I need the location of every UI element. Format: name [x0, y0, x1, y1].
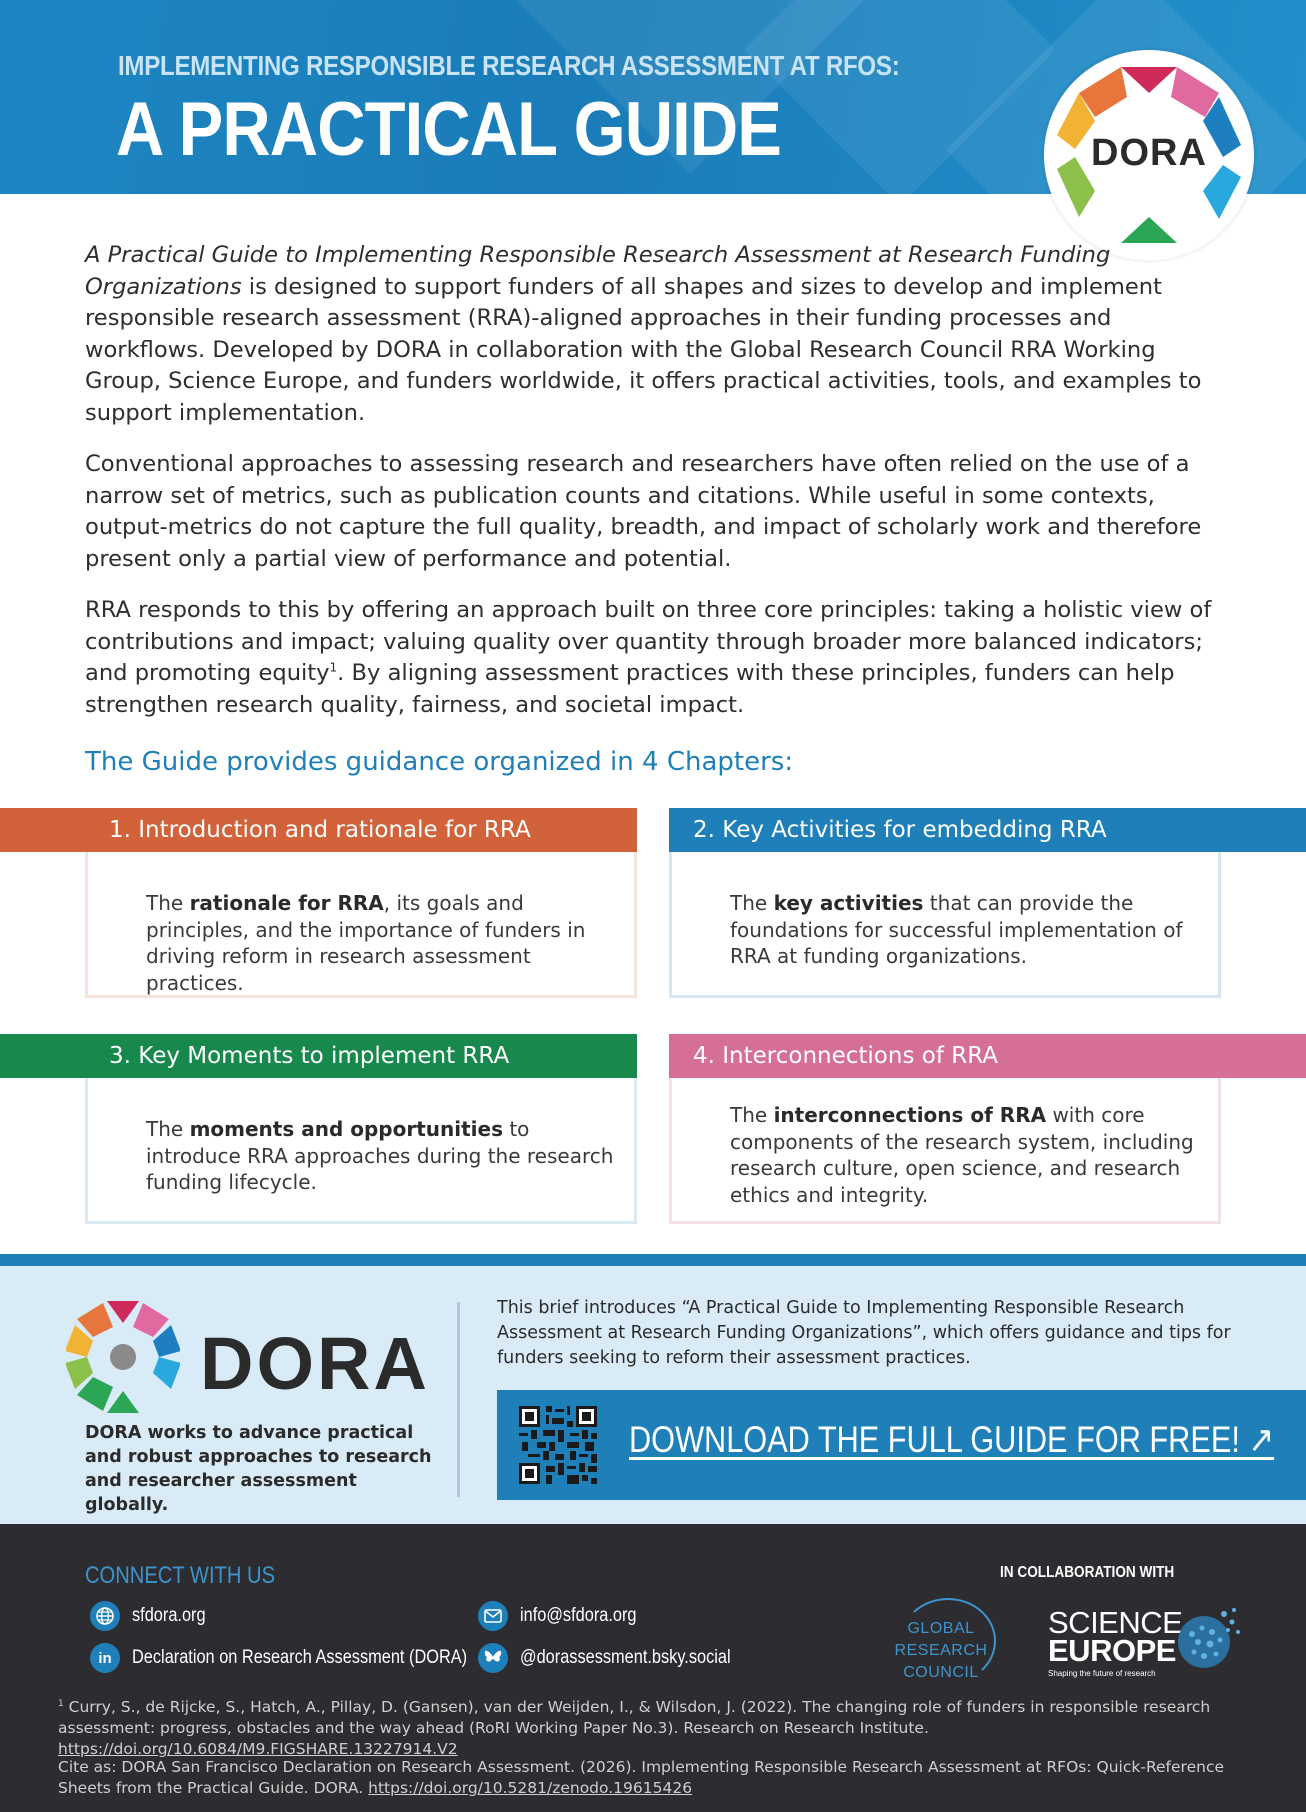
intro-paragraph-2: Conventional approaches to assessing research and researchers have often relied on the use of a narrow set of metrics, such as publication counts and citations. While useful in some contexts, output-metrics do not capture the full quality, breadth, and impact of scholarly work and therefore present only a partial view of performance and potential.: [85, 451, 1202, 572]
guide-title-italic: A Practical Guide to Implementing Responsible Research Assessment at Research Funding Organizations: [85, 242, 1111, 300]
citation: [58, 1757, 1268, 1799]
contact-linkedin[interactable]: [90, 1643, 522, 1673]
desc-bold: rationale for RRA: [189, 891, 384, 915]
dora-logo-text: DORA: [1091, 132, 1207, 174]
desc-post: that can provide the foundations for successful implementation of RRA at funding organizations.: [730, 891, 1183, 968]
chapter-title-bar: [669, 1034, 1306, 1078]
intro-paragraph-1-text: is designed to support funders of all shapes and sizes to develop and implement responsible research assessment (RRA)-aligned approaches in their funding processes and workflows. Developed by DORA in collaboration with the Global Research Council RRA Working Group, Science Europe, and funders worldwide, it offers practical activities, tools, and examples to support implementation.: [85, 273, 1202, 426]
footnote: [58, 1694, 1268, 1760]
chapter-title: 4. Interconnections of RRA: [693, 1043, 998, 1069]
desc-bold: interconnections of RRA: [773, 1103, 1047, 1127]
chapter-title-bar: [0, 808, 637, 852]
footer: [0, 1524, 1306, 1812]
chapter-description: [730, 1102, 1200, 1208]
desc-pre: The: [730, 891, 774, 915]
chapter-card-1: [85, 808, 637, 998]
grc-line: COUNCIL: [903, 1664, 979, 1681]
dora-logo[interactable]: [1044, 50, 1254, 260]
download-guide-link[interactable]: DOWNLOAD THE FULL GUIDE FOR FREE! ↗: [629, 1419, 1275, 1460]
chapter-description: [730, 890, 1200, 970]
linkedin-icon: in: [90, 1643, 120, 1673]
globe-icon: [90, 1601, 120, 1631]
dora-star-icon: [66, 1300, 180, 1414]
desc-post: to introduce RRA approaches during the research funding lifecycle.: [146, 1117, 614, 1194]
chapter-box: [85, 1078, 637, 1224]
chapter-title: 1. Introduction and rationale for RRA: [109, 817, 531, 843]
download-banner[interactable]: [497, 1390, 1306, 1500]
intro-paragraph-3-text: RRA responds to this by offering an approach built on three core principles: taking a holistic view of contributions and impact; valuing quality over quantity through broader more balanced indicators; and promoting equity: [85, 597, 1212, 686]
chapters-heading: The Guide provides guidance organized in 4 Chapters:: [85, 747, 794, 777]
vertical-divider: [457, 1302, 460, 1497]
chapter-card-3: [85, 1034, 637, 1224]
chapter-title-bar: [669, 808, 1306, 852]
collaboration-heading: IN COLLABORATION WITH: [1000, 1564, 1175, 1581]
chapter-description: [146, 1116, 616, 1196]
contact-email[interactable]: [478, 1601, 655, 1631]
desc-bold: key activities: [773, 891, 924, 915]
desc-pre: The: [146, 891, 190, 915]
desc-bold: moments and opportunities: [189, 1117, 503, 1141]
grc-line: GLOBAL: [907, 1620, 975, 1637]
chapter-title-bar: [0, 1034, 637, 1078]
contact-website[interactable]: [90, 1601, 218, 1631]
grc-line: RESEARCH: [894, 1642, 988, 1659]
qr-code-icon[interactable]: [519, 1406, 597, 1484]
brief-description: This brief introduces “A Practical Guide to Implementing Responsible Research Assessment at Research Funding Organizations”, which offers guidance and tips for funders seeking to reform their assessment practices.: [497, 1298, 1231, 1368]
intro-paragraph-3: [85, 595, 1235, 721]
desc-post: with core components of the research system, including research culture, open science, and research ethics and integrity.: [730, 1103, 1194, 1207]
header-subtitle: IMPLEMENTING RESPONSIBLE RESEARCH ASSESSMENT AT RFOS:: [118, 50, 900, 81]
science-europe-logo[interactable]: [1046, 1604, 1246, 1694]
contact-bluesky[interactable]: [478, 1643, 765, 1673]
chapter-box: [85, 852, 637, 998]
citation-doi-link[interactable]: https://doi.org/10.5281/zenodo.19615426: [368, 1779, 693, 1797]
chapter-title: 2. Key Activities for embedding RRA: [693, 817, 1107, 843]
chapter-box: [669, 852, 1221, 998]
chapter-title: 3. Key Moments to implement RRA: [109, 1043, 510, 1069]
footnote-doi-link[interactable]: https://doi.org/10.6084/M9.FIGSHARE.13227914.V2: [58, 1740, 458, 1759]
citation-text: Cite as: DORA San Francisco Declaration on Research Assessment. (2026). Implementing Responsible Research Assessment at RFOs: Quick-Reference Sheets from the Practical Guide. DORA.: [58, 1758, 1224, 1797]
dora-info-band: [0, 1266, 1306, 1524]
contact-text: @dorassessment.bsky.social: [520, 1647, 731, 1668]
footnote-ref[interactable]: 1: [329, 660, 338, 675]
chapter-card-2: [669, 808, 1221, 998]
contact-text: info@sfdora.org: [520, 1605, 637, 1626]
se-word-1: SCIENCE: [1048, 1605, 1183, 1640]
footnote-text: Curry, S., de Rijcke, S., Hatch, A., Pillay, D. (Gansen), van der Weijden, I., & Wilsdon, J. (2022). The changing role of funders in responsible research assessment: progress, obstacles and the way ahead (RoRI Working Paper No.3). Research on Research Institute.: [58, 1698, 1211, 1738]
connect-heading: CONNECT WITH US: [85, 1562, 276, 1589]
intro-section: [85, 240, 1235, 741]
desc-pre: The: [730, 1103, 774, 1127]
band-divider: [0, 1254, 1306, 1266]
desc-pre: The: [146, 1117, 190, 1141]
intro-paragraph-1: [85, 240, 1235, 429]
footnote-number: 1: [58, 1699, 64, 1709]
desc-post: , its goals and principles, and the importance of funders in driving reform in research assessment practices.: [146, 891, 586, 995]
science-europe-globe-icon: [1172, 1604, 1242, 1672]
contact-text: Declaration on Research Assessment (DORA): [132, 1647, 468, 1668]
se-tagline: Shaping the future of research: [1048, 1669, 1156, 1678]
intro-paragraph-3-text-end: . By aligning assessment practices with these principles, funders can help strengthen research quality, fairness, and societal impact.: [85, 660, 1175, 718]
bluesky-icon: [478, 1643, 508, 1673]
contact-text: sfdora.org: [132, 1605, 206, 1626]
page-title: A PRACTICAL GUIDE: [116, 87, 782, 172]
mail-icon: [478, 1601, 508, 1631]
dora-wordmark: DORA: [200, 1322, 430, 1405]
chapter-card-4: [669, 1034, 1221, 1224]
chapter-description: [146, 890, 616, 996]
se-word-2: EUROPE: [1048, 1633, 1176, 1668]
dora-tagline: DORA works to advance practical and robust approaches to research and researcher assessment globally.: [85, 1423, 432, 1515]
chapter-box: [669, 1078, 1221, 1224]
global-research-council-logo[interactable]: [886, 1590, 1016, 1690]
